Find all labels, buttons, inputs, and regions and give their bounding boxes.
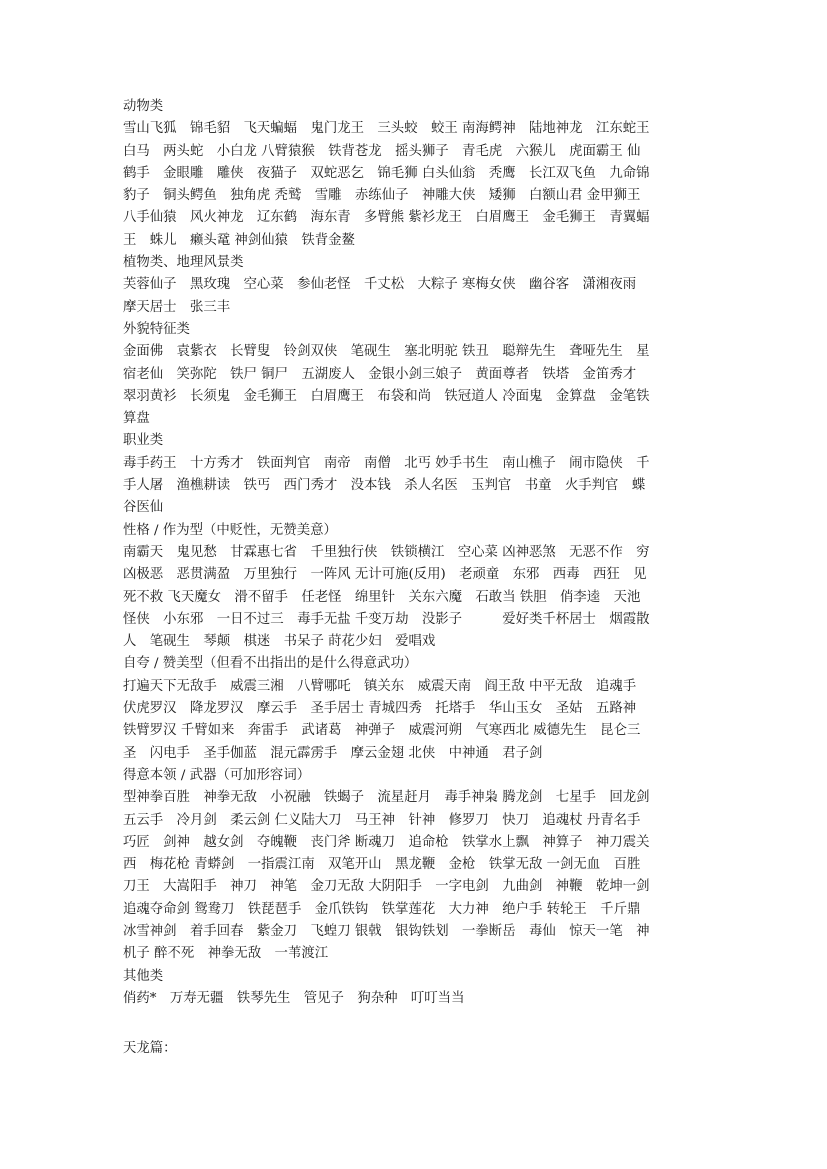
text-line: 冰雪神剑 着手回春 紫金刀 飞蝗刀 银戟 银钩铁划 一拳断岳 毒仙 惊天一笔 神 xyxy=(123,923,650,939)
text-line: 型神拳百胜 神拳无敌 小祝融 铁蝎子 流星赶月 毒手神枭 腾龙剑 七星手 回龙剑 xyxy=(123,790,650,806)
text-line: 凶极恶 恶贯满盈 万里独行 一阵风 无计可施(反用) 老顽童 东邪 西毒 西狂 见 xyxy=(123,567,647,583)
text-line: 摩天居士 张三丰 xyxy=(123,299,231,315)
text-line: 翠羽黄衫 长须鬼 金毛狮王 白眉鹰王 布袋和尚 铁冠道人 冷面鬼 金算盘 金笔铁 xyxy=(123,388,650,404)
text-line: 死不救 飞天魔女 滑不留手 任老怪 绵里针 关东六魔 石敢当 铁胆 俏李逵 天池 xyxy=(123,589,641,605)
text-line: 打遍天下无敌手 威震三湘 八臂哪吒 镇关东 威震天南 阎王敌 中平无敌 追魂手 xyxy=(123,678,637,694)
text-line: 机子 醉不死 神拳无敌 一苇渡江 xyxy=(123,946,329,962)
text-line: 植物类、地理风景类 xyxy=(123,255,244,271)
text-line: 宿老仙 笑弥陀 铁尸 铜尸 五湖废人 金银小剑三娘子 黄面尊者 铁塔 金笛秀才 xyxy=(123,366,637,382)
text-line: 外貌特征类 xyxy=(123,321,190,337)
text-line: 人 笔砚生 琴颠 棋迷 书呆子 莳花少妇 爱唱戏 xyxy=(123,634,436,650)
text-line: 伏虎罗汉 降龙罗汉 摩云手 圣手居士 青城四秀 托塔手 华山玉女 圣姑 五路神 xyxy=(123,701,637,717)
document-body xyxy=(123,96,703,1010)
text-line: 南霸天 鬼见愁 甘霖惠七省 千里独行侠 铁锁横江 空心菜 凶神恶煞 无恶不作 穷 xyxy=(123,544,650,560)
text-line: 刀王 大嵩阳手 神刀 神笔 金刀无敌 大阴阳手 一字电剑 九曲剑 神鞭 乾坤一剑 xyxy=(123,879,650,895)
text-line: 鹤手 金眼雕 雕侠 夜猫子 双蛇恶乞 锦毛狮 白头仙翁 秃鹰 长江双飞鱼 九命锦 xyxy=(123,165,650,181)
text-line: 金面佛 袁紫衣 长臂叟 铃剑双侠 笔砚生 塞北明驼 铁丑 聪辩先生 聋哑先生 星 xyxy=(123,344,650,360)
text-line: 自夸 / 赞美型（但看不出指出的是什么得意武功） xyxy=(123,656,418,672)
text-line: 雪山飞狐 锦毛貂 飞天蝙蝠 鬼门龙王 三头蛟 蛟王 南海鳄神 陆地神龙 江东蛇王 xyxy=(123,121,650,137)
text-line: 王 蛛儿 癞头鼋 神剑仙猿 铁背金鳌 xyxy=(123,232,355,248)
text-line: 五云手 冷月剑 柔云剑 仁义陆大刀 马王神 针神 修罗刀 快刀 追魂杖 丹青名手 xyxy=(123,812,641,828)
text-line: 俏药* 万寿无疆 铁琴先生 管见子 狗杂种 叮叮当当 xyxy=(123,990,465,1006)
text-line: 手人屠 渔樵耕读 铁丐 西门秀才 没本钱 杀人名医 玉判官 书童 火手判官 蝶 xyxy=(123,478,646,494)
text-line: 性格 / 作为型（中贬性，无赞美意） xyxy=(123,522,337,538)
text-line: 得意本领 / 武器（可加形容词） xyxy=(123,767,311,783)
text-line: 巧匠 剑神 越女剑 夺魄鞭 丧门斧 断魂刀 追命枪 铁掌水上飘 神算子 神刀震关 xyxy=(123,834,650,850)
text-line: 动物类 xyxy=(123,99,164,114)
text-line: 追魂夺命剑 鸳鸯刀 铁琵琶手 金爪铁钩 铁掌莲花 大力神 绝户手 转轮王 千斤鼎 xyxy=(123,901,641,917)
text-line: 谷医仙 xyxy=(123,500,164,516)
text-line: 其他类 xyxy=(123,968,164,984)
text-line: 西 梅花枪 青蟒剑 一指震江南 双笔开山 黑龙鞭 金枪 铁掌无敌 一剑无血 百胜 xyxy=(123,857,641,873)
text-line: 豹子 铜头鳄鱼 独角虎 秃鹫 雪雕 赤练仙子 神雕大侠 矮狮 白额山君 金甲狮王 xyxy=(123,188,641,204)
text-line: 毒手药王 十方秀才 铁面判官 南帝 南僧 北丐 妙手书生 南山樵子 闹市隐侠 千 xyxy=(123,455,650,471)
text-line: 白马 两头蛇 小白龙 八臂猿猴 铁背苍龙 摇头狮子 青毛虎 六猴儿 虎面霸王 仙 xyxy=(123,143,641,159)
text-line: 八手仙猿 风火神龙 辽东鹤 海东青 多臂熊 紫衫龙王 白眉鹰王 金毛狮王 青翼蝠 xyxy=(123,210,650,226)
text-line: 职业类 xyxy=(123,433,164,449)
section-footer-heading: 天龙篇： xyxy=(123,1041,177,1056)
text-line: 芙蓉仙子 黑玫瑰 空心菜 参仙老怪 千丈松 大粽子 寒梅女侠 幽谷客 潇湘夜雨 xyxy=(123,277,637,293)
text-line: 铁臂罗汉 千臂如来 奔雷手 武诸葛 神弹子 威震河朔 气寒西北 威德先生 昆仑三 xyxy=(123,723,641,739)
text-line: 怪侠 小东邪 一日不过三 毒手无盐 千变万劫 没影子 爱好类千杯居士 烟霞散 xyxy=(123,611,650,627)
text-line: 圣 闪电手 圣手伽蓝 混元霹雳手 摩云金翅 北侠 中神通 君子剑 xyxy=(123,745,543,761)
text-line: 算盘 xyxy=(123,411,150,427)
